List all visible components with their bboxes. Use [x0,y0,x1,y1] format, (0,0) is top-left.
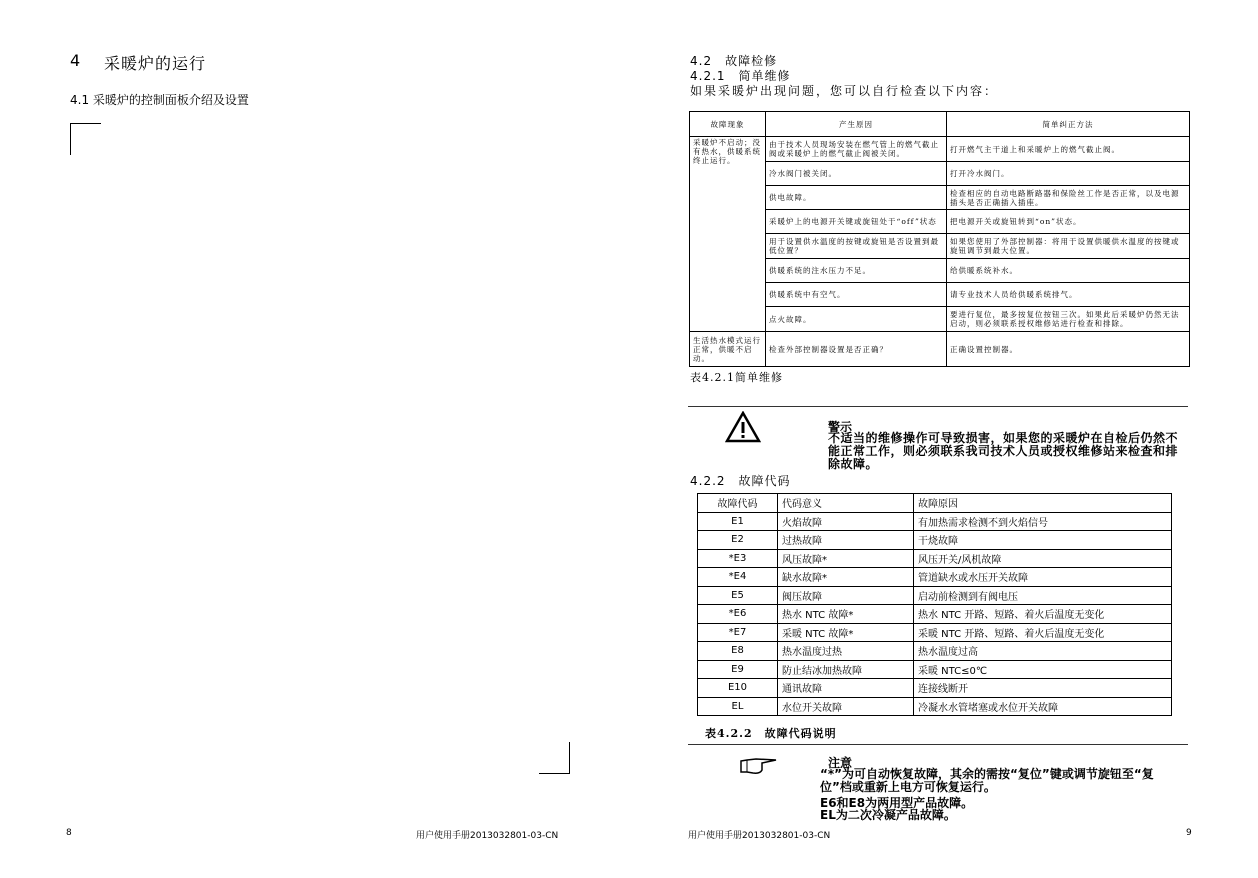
meaning-cell: 热水 NTC 故障* [778,605,914,624]
cause-cell: 干烧故障 [914,531,1172,550]
divider [688,406,1188,407]
pointing-hand-icon [738,756,778,776]
cause-cell: 采暖 NTC≤0℃ [914,660,1172,679]
fault-code-row [698,679,1172,698]
cause-cell: 采暖 NTC 开路、短路、着火后温度无变化 [914,623,1172,642]
fault-code-row [698,549,1172,568]
fault-code-row [698,642,1172,661]
header: 故障原因 [914,494,1172,513]
chapter-number: 4 [70,51,81,70]
meaning-cell: 缺水故障* [778,568,914,587]
symptom-cell: 生活热水模式运行正常，供暖不启动。 [690,332,766,367]
cause-cell: 冷水阀门被关闭。 [766,162,947,186]
page-number-right: 9 [1186,828,1192,838]
crop-mark-top-left [70,123,101,155]
cause-cell: 供电故障。 [766,186,947,210]
code-cell: E1 [698,512,778,531]
fix-cell: 打开燃气主干道上和采暖炉上的燃气截止阀。 [947,137,1190,162]
fault-code-row [698,568,1172,587]
meaning-cell: 通讯故障 [778,679,914,698]
code-cell: E5 [698,586,778,605]
symptom-cell: 采暖炉不启动；没有热水，供暖系统终止运行。 [690,137,766,332]
fault-code-row [698,586,1172,605]
cause-cell: 连接线断开 [914,679,1172,698]
footer-right: 用户使用手册2013032801-03-CN [688,831,831,841]
cause-cell: 点火故障。 [766,307,947,332]
header: 简单纠正方法 [947,112,1190,137]
divider [688,744,1188,745]
simple-repair-table [689,111,1190,367]
fault-code-row [698,512,1172,531]
fix-cell: 检查相应的自动电路断路器和保险丝工作是否正常，以及电源插头是否正确插入插座。 [947,186,1190,210]
meaning-cell: 热水温度过热 [778,642,914,661]
note-line: E6和E8为两用型产品故障。 [820,796,974,810]
meaning-cell: 防止结冰加热故障 [778,660,914,679]
cause-cell: 启动前检测到有阀电压 [914,586,1172,605]
cause-cell: 检查外部控制器设置是否正确？ [766,332,947,367]
fix-cell: 请专业技术人员给供暖系统排气。 [947,283,1190,307]
fix-cell: 打开冷水阀门。 [947,162,1190,186]
cause-cell: 供暖系统的注水压力不足。 [766,259,947,283]
fix-cell: 把电源开关或旋钮转到“on”状态。 [947,210,1190,234]
fault-code-table [697,493,1172,716]
header: 故障代码 [698,494,778,513]
cause-cell: 采暖炉上的电源开关键或旋钮处于“off”状态 [766,210,947,234]
cause-cell: 风压开关/风机故障 [914,549,1172,568]
warning-title: 警示 [828,420,853,434]
cause-cell: 由于技术人员现场安装在燃气管上的燃气截止阀或采暖炉上的燃气截止阀被关闭。 [766,137,947,162]
fix-cell: 正确设置控制器。 [947,332,1190,367]
header: 故障现象 [690,112,766,137]
header: 产生原因 [766,112,947,137]
code-cell: E2 [698,531,778,550]
header: 代码意义 [778,494,914,513]
meaning-cell: 采暖 NTC 故障* [778,623,914,642]
table-caption-1: 表4.2.1简单维修 [690,371,783,384]
code-cell: E9 [698,660,778,679]
section-4-2-1: 4.2.1 简单维修 [690,69,791,83]
warning-icon [725,411,761,443]
note-line: “*”为可自动恢复故障，其余的需按“复位”键或调节旋钮至“复位”档或重新上电方可恢复运行。 [820,767,1154,794]
code-cell: *E4 [698,568,778,587]
warning-text: 不适当的维修操作可导致损害，如果您的采暖炉在自检后仍然不能正常工作，则必须联系我司技术人员或授权维修站来检查和排除故障。 [828,431,1179,471]
meaning-cell: 阀压故障 [778,586,914,605]
intro-text: 如果采暖炉出现问题，您可以自行检查以下内容： [690,84,999,98]
code-cell: *E6 [698,605,778,624]
cause-cell: 供暖系统中有空气。 [766,283,947,307]
code-cell: *E3 [698,549,778,568]
cause-cell: 热水 NTC 开路、短路、着火后温度无变化 [914,605,1172,624]
fault-code-row [698,531,1172,550]
cause-cell: 冷凝水水管堵塞或水位开关故障 [914,697,1172,716]
code-cell: E10 [698,679,778,698]
fault-code-row [698,697,1172,716]
fix-cell: 要进行复位，最多按复位按钮三次。如果此后采暖炉仍然无法启动，则必须联系授权维修站进行检查和排除。 [947,307,1190,332]
table-caption-2: 表4.2.2 故障代码说明 [705,727,837,740]
code-cell: *E7 [698,623,778,642]
section-title: 4.1 采暖炉的控制面板介绍及设置 [70,93,249,107]
code-cell: EL [698,697,778,716]
fix-cell: 如果您使用了外部控制器：将用于设置供暖供水温度的按键或旋钮调节到最大位置。 [947,234,1190,259]
section-4-2-2: 4.2.2 故障代码 [690,474,791,488]
note-title: 注意 [828,756,853,770]
page-number-left: 8 [66,828,72,838]
fault-code-row [698,605,1172,624]
fault-code-row [698,660,1172,679]
meaning-cell: 风压故障* [778,549,914,568]
fault-code-row [698,623,1172,642]
fix-cell: 给供暖系统补水。 [947,259,1190,283]
code-cell: E8 [698,642,778,661]
chapter-title: 采暖炉的运行 [104,54,207,73]
section-4-2: 4.2 故障检修 [690,54,778,68]
note-line: EL为二次冷凝产品故障。 [820,808,956,822]
meaning-cell: 过热故障 [778,531,914,550]
crop-mark-bottom-right [539,742,570,774]
cause-cell: 用于设置供水温度的按键或旋钮是否设置到最低位置？ [766,234,947,259]
cause-cell: 有加热需求检测不到火焰信号 [914,512,1172,531]
cause-cell: 热水温度过高 [914,642,1172,661]
cause-cell: 管道缺水或水压开关故障 [914,568,1172,587]
footer-left: 用户使用手册2013032801-03-CN [416,831,559,841]
meaning-cell: 水位开关故障 [778,697,914,716]
meaning-cell: 火焰故障 [778,512,914,531]
